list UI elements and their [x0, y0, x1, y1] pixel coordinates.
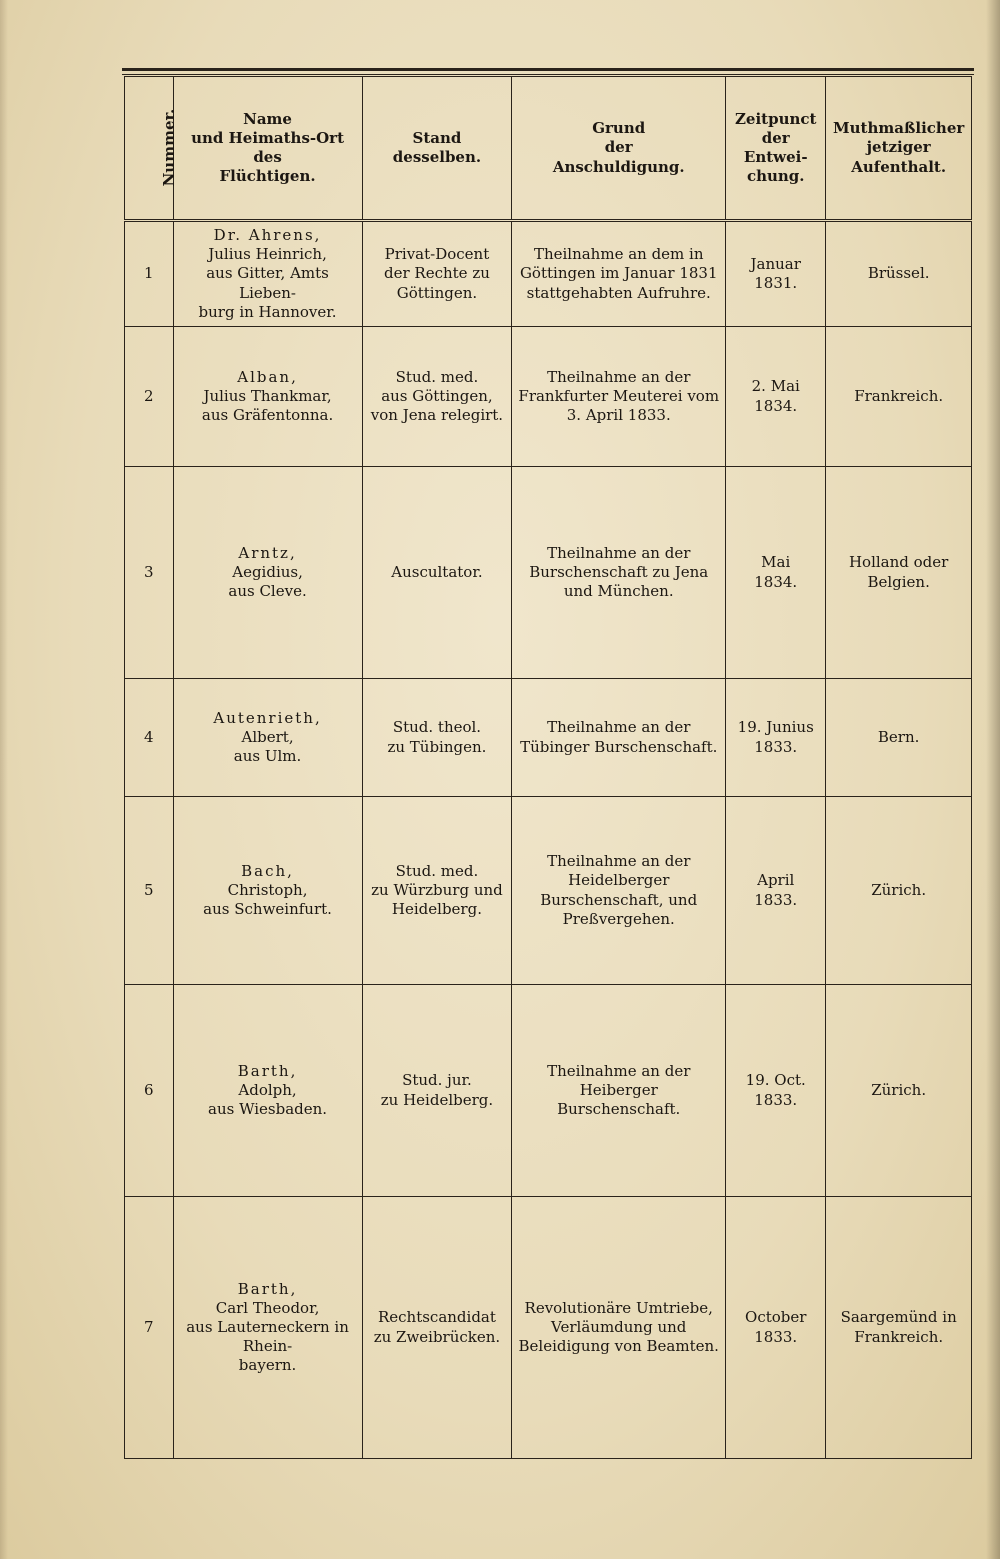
name-line: Aegidius, [232, 562, 303, 581]
fugitive-name [173, 679, 362, 797]
accusation-reason: Theilnahme an dem in Göttingen im Januar 1831 stattgehabten Aufruhre. [512, 221, 726, 327]
date-line: 1833. [754, 890, 798, 909]
name-line: Julius Heinrich, [208, 245, 327, 264]
stand-line: zu Tübingen. [387, 737, 487, 756]
header-aufenthalt-line: Muthmaßlicher [833, 119, 965, 138]
fugitive-stand [362, 1197, 512, 1459]
presumed-whereabouts: Zürich. [826, 797, 972, 985]
date-line: Mai [761, 553, 791, 572]
fugitive-stand [362, 221, 512, 327]
name-line: aus Ulm. [233, 747, 302, 766]
presumed-whereabouts: Frankreich. [826, 327, 972, 467]
top-rule [122, 68, 974, 71]
name-line: aus Cleve. [228, 582, 307, 601]
row-number: 3 [125, 467, 174, 679]
presumed-whereabouts: Zürich. [826, 985, 972, 1197]
header-zeit-line: Zeitpunct [734, 109, 817, 128]
escape-date [726, 797, 826, 985]
stand-line: Heidelberg. [391, 900, 482, 919]
row-number: 1 [125, 221, 174, 327]
escape-date [726, 985, 826, 1197]
header-row [125, 77, 972, 221]
name-line: bayern. [238, 1356, 297, 1375]
fugitives-register-table [124, 76, 972, 1459]
header-aufenthalt-line: Aufenthalt. [851, 157, 947, 176]
header-stand-label: Stand desselben. [392, 128, 482, 166]
fugitive-name [173, 327, 362, 467]
table-row [125, 985, 972, 1197]
table-row [125, 221, 972, 327]
table-row [125, 1197, 972, 1459]
header-grund-line: Anschuldigung. [552, 157, 685, 176]
name-line: Carl Theodor, [215, 1298, 320, 1317]
header-name-line: und Heimaths-Ort [191, 128, 345, 147]
row-number: 2 [125, 327, 174, 467]
escape-date [726, 327, 826, 467]
date-line: 1834. [754, 396, 798, 415]
stand-line: Stud. med. [395, 861, 479, 880]
date-line: 1833. [754, 1327, 798, 1346]
fugitive-stand [362, 797, 512, 985]
header-name-line: Flüchtigen. [219, 167, 316, 186]
escape-date [726, 221, 826, 327]
name-line: aus Lauterneckern in Rhein- [186, 1317, 349, 1356]
page-right-edge [986, 0, 1000, 1559]
date-line: 19. Junius [737, 718, 814, 737]
escape-date [726, 679, 826, 797]
date-line: April [757, 871, 795, 890]
stand-line: aus Göttingen, [381, 386, 493, 405]
date-line: 1833. [754, 1090, 798, 1109]
header-name [173, 77, 362, 221]
table-row [125, 467, 972, 679]
table-row [125, 327, 972, 467]
accusation-reason: Theilnahme an der Burschenschaft zu Jena und München. [512, 467, 726, 679]
header-grund-line: Grund [592, 119, 646, 138]
name-line: Christoph, [227, 880, 308, 899]
stand-line: zu Würzburg und [371, 880, 503, 899]
row-number: 5 [125, 797, 174, 985]
header-grund-line: der [604, 138, 633, 157]
row-number: 6 [125, 985, 174, 1197]
table-row [125, 679, 972, 797]
stand-line: Auscultator. [391, 562, 483, 581]
name-line: aus Schweinfurt. [203, 900, 332, 919]
name-line: Dr. Ahrens, [213, 226, 322, 245]
fugitive-stand [362, 679, 512, 797]
presumed-whereabouts: Bern. [826, 679, 972, 797]
escape-date [726, 1197, 826, 1459]
fugitive-name [173, 221, 362, 327]
escape-date [726, 467, 826, 679]
header-zeit-line: der [761, 128, 790, 147]
stand-line: Stud. jur. [402, 1071, 472, 1090]
header-zeit-line: chung. [746, 167, 805, 186]
fugitive-stand [362, 327, 512, 467]
name-line: Bach, [241, 861, 294, 880]
accusation-reason: Theilnahme an der Frankfurter Meuterei vom 3. April 1833. [512, 327, 726, 467]
fugitive-name [173, 467, 362, 679]
presumed-whereabouts: Holland oder Belgien. [826, 467, 972, 679]
page-left-edge [0, 0, 8, 1559]
table-row [125, 797, 972, 985]
header-zeitpunkt [726, 77, 826, 221]
stand-line: zu Zweibrücken. [373, 1327, 501, 1346]
header-zeit-line: Entwei- [743, 148, 808, 166]
stand-line: der Rechte zu [384, 264, 490, 283]
header-nummer-label: Nummer. [160, 109, 179, 187]
fugitive-name [173, 985, 362, 1197]
name-line: aus Gitter, Amts Lieben- [206, 264, 329, 302]
date-line: 1834. [754, 572, 798, 591]
accusation-reason: Theilnahme an der Tübinger Burschenschaft. [512, 679, 726, 797]
accusation-reason: Revolutionäre Umtriebe, Verläumdung und Beleidigung von Beamten. [512, 1197, 726, 1459]
header-name-line: des [253, 148, 282, 166]
fugitive-stand [362, 985, 512, 1197]
top-rule-thin [122, 74, 974, 75]
fugitive-name [173, 797, 362, 985]
date-line: 2. Mai [751, 377, 800, 396]
accusation-reason: Theilnahme an der Heiberger Burschenschaft. [512, 985, 726, 1197]
header-aufenthalt-line: jetziger [866, 138, 931, 157]
stand-line: Stud. med. [395, 367, 479, 386]
stand-line: Stud. theol. [392, 718, 482, 737]
date-line: Januar [750, 254, 801, 273]
header-name-line: Name [243, 109, 292, 128]
presumed-whereabouts: Saargemünd in Frankreich. [826, 1197, 972, 1459]
header-grund [512, 77, 726, 221]
header-nummer [125, 77, 179, 221]
name-line: aus Wiesbaden. [208, 1100, 328, 1119]
name-line: aus Gräfentonna. [201, 406, 334, 425]
date-line: 1831. [754, 274, 798, 292]
name-line: Albert, [241, 727, 294, 746]
stand-line: von Jena relegirt. [370, 406, 504, 425]
presumed-whereabouts: Brüssel. [826, 221, 972, 327]
date-line: 19. Oct. [745, 1071, 806, 1090]
fugitive-name [173, 1197, 362, 1459]
header-stand [362, 77, 512, 221]
name-line: Adolph, [238, 1080, 297, 1099]
name-line: Autenrieth, [213, 708, 322, 727]
name-line: Barth, [237, 1279, 298, 1298]
name-line: burg in Hannover. [198, 302, 337, 321]
row-number: 7 [125, 1197, 174, 1459]
stand-line: zu Heidelberg. [380, 1090, 494, 1109]
date-line: October [745, 1308, 807, 1327]
date-line: 1833. [754, 737, 798, 756]
name-line: Barth, [237, 1061, 298, 1080]
stand-line: Privat-Docent [384, 245, 490, 264]
name-line: Julius Thankmar, [203, 386, 332, 405]
header-aufenthalt [826, 77, 972, 221]
stand-line: Rechtscandidat [377, 1308, 496, 1327]
name-line: Arntz, [238, 543, 297, 562]
accusation-reason: Theilnahme an der Heidelberger Burschenschaft, und Preßvergehen. [512, 797, 726, 985]
stand-line: Göttingen. [396, 283, 478, 302]
name-line: Alban, [237, 367, 298, 386]
row-number: 4 [125, 679, 174, 797]
fugitive-stand [362, 467, 512, 679]
